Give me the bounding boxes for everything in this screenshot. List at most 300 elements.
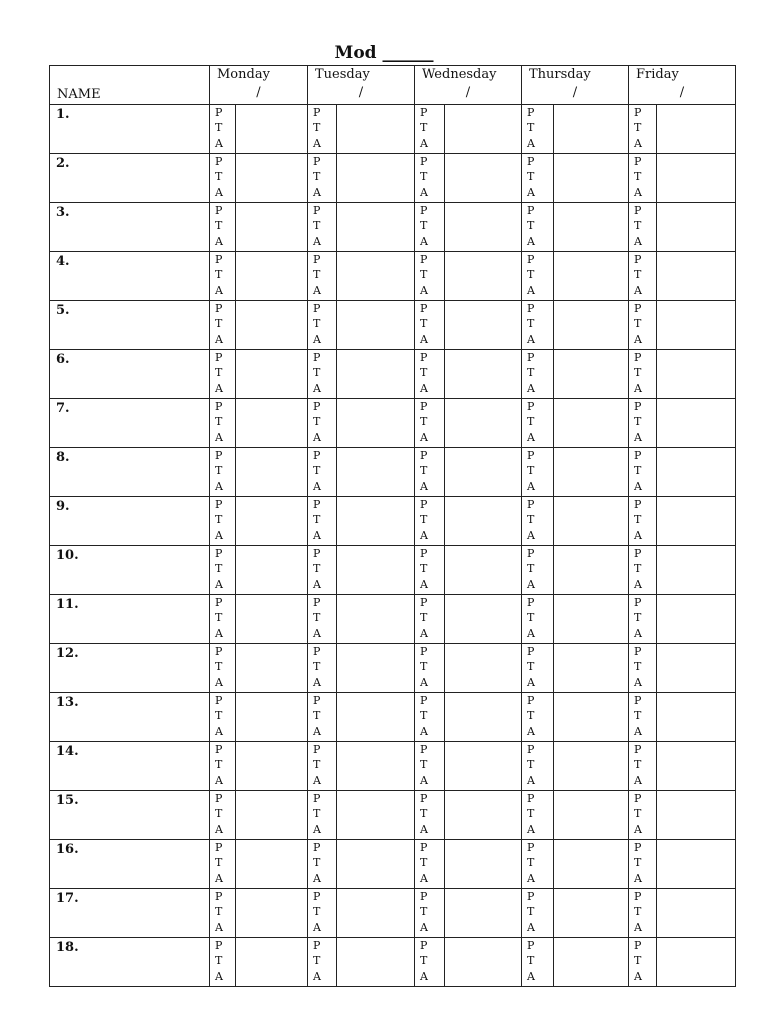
attendance-codes-tuesday[interactable]	[308, 595, 337, 644]
attendance-codes-tuesday[interactable]	[308, 497, 337, 546]
attendance-code: A	[215, 381, 223, 395]
attendance-codes-monday[interactable]	[210, 644, 236, 693]
student-name-cell[interactable]	[50, 889, 210, 938]
attendance-code: A	[527, 920, 535, 934]
attendance-codes-wednesday[interactable]	[415, 497, 445, 546]
attendance-codes-wednesday[interactable]	[415, 889, 445, 938]
attendance-codes-wednesday[interactable]	[415, 840, 445, 889]
attendance-code: T	[527, 219, 535, 233]
attendance-codes-tuesday[interactable]	[308, 889, 337, 938]
attendance-mark-friday[interactable]	[657, 595, 736, 644]
attendance-mark-thursday[interactable]	[554, 791, 629, 840]
attendance-mark-tuesday[interactable]	[337, 693, 415, 742]
attendance-mark-wednesday[interactable]	[445, 105, 522, 154]
student-name-cell[interactable]	[50, 301, 210, 350]
attendance-mark-friday[interactable]	[657, 497, 736, 546]
attendance-code: T	[420, 758, 428, 772]
attendance-codes-tuesday[interactable]	[308, 693, 337, 742]
attendance-code: T	[634, 562, 642, 576]
student-name-cell[interactable]	[50, 840, 210, 889]
attendance-code: P	[527, 351, 535, 364]
attendance-mark-thursday[interactable]	[554, 889, 629, 938]
attendance-mark-monday[interactable]	[236, 301, 308, 350]
attendance-mark-tuesday[interactable]	[337, 889, 415, 938]
attendance-code: T	[527, 758, 535, 772]
attendance-mark-wednesday[interactable]	[445, 546, 522, 595]
attendance-code: T	[634, 121, 642, 135]
student-name-cell[interactable]	[50, 105, 210, 154]
attendance-code: A	[420, 773, 428, 787]
table-row	[50, 546, 736, 595]
attendance-codes-monday[interactable]	[210, 546, 236, 595]
attendance-mark-tuesday[interactable]	[337, 497, 415, 546]
attendance-codes-monday[interactable]	[210, 840, 236, 889]
attendance-mark-tuesday[interactable]	[337, 644, 415, 693]
attendance-codes-thursday[interactable]	[522, 252, 554, 301]
attendance-codes-wednesday[interactable]	[415, 154, 445, 203]
attendance-mark-monday[interactable]	[236, 154, 308, 203]
attendance-codes-wednesday[interactable]	[415, 693, 445, 742]
attendance-mark-friday[interactable]	[657, 791, 736, 840]
attendance-code: A	[420, 577, 428, 591]
attendance-mark-tuesday[interactable]	[337, 154, 415, 203]
attendance-code: A	[634, 430, 642, 444]
attendance-mark-friday[interactable]	[657, 350, 736, 399]
attendance-code: A	[215, 871, 223, 885]
attendance-code: A	[313, 822, 321, 836]
attendance-code: A	[215, 577, 223, 591]
attendance-code: A	[215, 920, 223, 934]
attendance-mark-wednesday[interactable]	[445, 350, 522, 399]
attendance-mark-monday[interactable]	[236, 252, 308, 301]
attendance-codes-thursday[interactable]	[522, 497, 554, 546]
attendance-code: P	[215, 743, 223, 756]
attendance-code: T	[634, 219, 642, 233]
attendance-codes-friday[interactable]	[629, 448, 657, 497]
table-row	[50, 154, 736, 203]
attendance-codes-monday[interactable]	[210, 350, 236, 399]
attendance-codes-wednesday[interactable]	[415, 105, 445, 154]
attendance-mark-monday[interactable]	[236, 399, 308, 448]
attendance-mark-friday[interactable]	[657, 301, 736, 350]
attendance-code: T	[527, 317, 535, 331]
attendance-mark-friday[interactable]	[657, 889, 736, 938]
attendance-codes-monday[interactable]	[210, 203, 236, 252]
attendance-code: A	[634, 871, 642, 885]
attendance-codes-monday[interactable]	[210, 693, 236, 742]
attendance-codes-tuesday[interactable]	[308, 791, 337, 840]
attendance-mark-wednesday[interactable]	[445, 203, 522, 252]
attendance-mark-tuesday[interactable]	[337, 791, 415, 840]
attendance-mark-thursday[interactable]	[554, 154, 629, 203]
attendance-codes-thursday[interactable]	[522, 840, 554, 889]
attendance-mark-thursday[interactable]	[554, 742, 629, 791]
attendance-mark-tuesday[interactable]	[337, 252, 415, 301]
attendance-code: P	[215, 155, 223, 168]
attendance-codes-thursday[interactable]	[522, 154, 554, 203]
student-name-cell[interactable]	[50, 791, 210, 840]
attendance-codes-wednesday[interactable]	[415, 546, 445, 595]
attendance-mark-thursday[interactable]	[554, 497, 629, 546]
attendance-codes-tuesday[interactable]	[308, 154, 337, 203]
attendance-code: A	[634, 724, 642, 738]
attendance-mark-tuesday[interactable]	[337, 840, 415, 889]
attendance-code: A	[527, 724, 535, 738]
attendance-mark-friday[interactable]	[657, 448, 736, 497]
attendance-mark-wednesday[interactable]	[445, 595, 522, 644]
attendance-mark-monday[interactable]	[236, 203, 308, 252]
table-row	[50, 399, 736, 448]
attendance-codes-friday[interactable]	[629, 889, 657, 938]
attendance-code: P	[634, 302, 642, 315]
attendance-codes-thursday[interactable]	[522, 889, 554, 938]
attendance-mark-tuesday[interactable]	[337, 595, 415, 644]
attendance-codes-friday[interactable]	[629, 350, 657, 399]
attendance-codes-tuesday[interactable]	[308, 301, 337, 350]
attendance-mark-monday[interactable]	[236, 595, 308, 644]
attendance-code: A	[527, 381, 535, 395]
attendance-codes-tuesday[interactable]	[308, 644, 337, 693]
attendance-mark-wednesday[interactable]	[445, 399, 522, 448]
attendance-mark-friday[interactable]	[657, 399, 736, 448]
attendance-code: P	[420, 204, 428, 217]
attendance-code: A	[634, 969, 642, 983]
attendance-code: T	[420, 415, 428, 429]
attendance-mark-monday[interactable]	[236, 840, 308, 889]
attendance-mark-wednesday[interactable]	[445, 154, 522, 203]
attendance-code: A	[634, 234, 642, 248]
attendance-codes-tuesday[interactable]	[308, 203, 337, 252]
attendance-mark-tuesday[interactable]	[337, 399, 415, 448]
attendance-codes-tuesday[interactable]	[308, 105, 337, 154]
student-name-cell[interactable]	[50, 644, 210, 693]
attendance-code: P	[215, 547, 223, 560]
attendance-code: P	[420, 449, 428, 462]
attendance-codes-thursday[interactable]	[522, 693, 554, 742]
attendance-mark-thursday[interactable]	[554, 399, 629, 448]
row-number: 1.	[56, 107, 70, 122]
attendance-mark-tuesday[interactable]	[337, 350, 415, 399]
attendance-codes-friday[interactable]	[629, 595, 657, 644]
attendance-codes-wednesday[interactable]	[415, 938, 445, 987]
attendance-code: P	[215, 449, 223, 462]
attendance-mark-wednesday[interactable]	[445, 644, 522, 693]
attendance-codes-thursday[interactable]	[522, 644, 554, 693]
attendance-code: P	[313, 106, 321, 119]
attendance-mark-monday[interactable]	[236, 105, 308, 154]
attendance-codes-friday[interactable]	[629, 301, 657, 350]
attendance-codes-friday[interactable]	[629, 546, 657, 595]
attendance-codes-monday[interactable]	[210, 938, 236, 987]
attendance-mark-monday[interactable]	[236, 497, 308, 546]
student-name-cell[interactable]	[50, 399, 210, 448]
attendance-mark-monday[interactable]	[236, 448, 308, 497]
attendance-codes-monday[interactable]	[210, 105, 236, 154]
table-row	[50, 203, 736, 252]
attendance-code: P	[527, 645, 535, 658]
row-number: 17.	[56, 891, 79, 906]
attendance-code: P	[634, 400, 642, 413]
attendance-codes-monday[interactable]	[210, 791, 236, 840]
attendance-code: A	[420, 675, 428, 689]
attendance-codes-monday[interactable]	[210, 448, 236, 497]
attendance-codes-thursday[interactable]	[522, 791, 554, 840]
attendance-mark-thursday[interactable]	[554, 938, 629, 987]
student-name-cell[interactable]	[50, 546, 210, 595]
student-name-cell[interactable]	[50, 497, 210, 546]
attendance-codes-friday[interactable]	[629, 105, 657, 154]
attendance-mark-wednesday[interactable]	[445, 840, 522, 889]
attendance-codes-friday[interactable]	[629, 154, 657, 203]
attendance-codes-thursday[interactable]	[522, 742, 554, 791]
attendance-code: A	[634, 577, 642, 591]
attendance-mark-wednesday[interactable]	[445, 252, 522, 301]
attendance-mark-thursday[interactable]	[554, 693, 629, 742]
attendance-code: T	[634, 660, 642, 674]
attendance-code: A	[215, 283, 223, 297]
attendance-mark-tuesday[interactable]	[337, 448, 415, 497]
attendance-mark-thursday[interactable]	[554, 644, 629, 693]
attendance-codes-tuesday[interactable]	[308, 742, 337, 791]
attendance-code: T	[634, 464, 642, 478]
attendance-mark-tuesday[interactable]	[337, 546, 415, 595]
attendance-codes-monday[interactable]	[210, 497, 236, 546]
attendance-mark-friday[interactable]	[657, 154, 736, 203]
attendance-code: T	[420, 513, 428, 527]
attendance-codes-monday[interactable]	[210, 154, 236, 203]
attendance-code: A	[215, 528, 223, 542]
day-label: Friday	[636, 67, 679, 82]
attendance-code: T	[634, 954, 642, 968]
table-row	[50, 938, 736, 987]
attendance-code: T	[313, 856, 321, 870]
attendance-codes-tuesday[interactable]	[308, 252, 337, 301]
attendance-mark-thursday[interactable]	[554, 252, 629, 301]
attendance-mark-monday[interactable]	[236, 693, 308, 742]
attendance-mark-tuesday[interactable]	[337, 742, 415, 791]
attendance-codes-tuesday[interactable]	[308, 546, 337, 595]
attendance-mark-monday[interactable]	[236, 350, 308, 399]
attendance-mark-friday[interactable]	[657, 938, 736, 987]
attendance-code: P	[634, 596, 642, 609]
attendance-mark-wednesday[interactable]	[445, 448, 522, 497]
attendance-mark-friday[interactable]	[657, 742, 736, 791]
attendance-codes-friday[interactable]	[629, 252, 657, 301]
attendance-code: P	[634, 743, 642, 756]
attendance-mark-thursday[interactable]	[554, 203, 629, 252]
day-header-friday	[629, 66, 736, 105]
attendance-code: A	[527, 528, 535, 542]
date-slash: /	[572, 85, 578, 100]
attendance-codes-tuesday[interactable]	[308, 448, 337, 497]
attendance-mark-friday[interactable]	[657, 644, 736, 693]
table-row	[50, 889, 736, 938]
attendance-codes-friday[interactable]	[629, 644, 657, 693]
attendance-code: P	[215, 302, 223, 315]
attendance-code: P	[527, 400, 535, 413]
attendance-mark-friday[interactable]	[657, 546, 736, 595]
student-name-cell[interactable]	[50, 448, 210, 497]
attendance-code: T	[313, 758, 321, 772]
attendance-codes-thursday[interactable]	[522, 546, 554, 595]
attendance-code: A	[420, 136, 428, 150]
attendance-codes-thursday[interactable]	[522, 938, 554, 987]
attendance-mark-wednesday[interactable]	[445, 938, 522, 987]
attendance-mark-thursday[interactable]	[554, 350, 629, 399]
attendance-code: A	[420, 381, 428, 395]
attendance-code: T	[313, 513, 321, 527]
table-row	[50, 791, 736, 840]
attendance-codes-wednesday[interactable]	[415, 252, 445, 301]
attendance-codes-monday[interactable]	[210, 889, 236, 938]
attendance-codes-monday[interactable]	[210, 595, 236, 644]
attendance-code: P	[313, 694, 321, 707]
attendance-code: T	[215, 317, 223, 331]
attendance-codes-wednesday[interactable]	[415, 203, 445, 252]
date-slash: /	[679, 85, 685, 100]
attendance-code: T	[420, 121, 428, 135]
attendance-mark-friday[interactable]	[657, 105, 736, 154]
student-name-cell[interactable]	[50, 595, 210, 644]
attendance-codes-friday[interactable]	[629, 497, 657, 546]
attendance-codes-friday[interactable]	[629, 693, 657, 742]
attendance-code: P	[313, 645, 321, 658]
attendance-code: P	[313, 743, 321, 756]
attendance-code: P	[313, 596, 321, 609]
attendance-mark-friday[interactable]	[657, 203, 736, 252]
attendance-mark-friday[interactable]	[657, 840, 736, 889]
attendance-code: A	[634, 626, 642, 640]
student-name-cell[interactable]	[50, 693, 210, 742]
attendance-code: P	[527, 743, 535, 756]
day-header-tuesday	[308, 66, 415, 105]
attendance-codes-friday[interactable]	[629, 399, 657, 448]
attendance-code: A	[527, 332, 535, 346]
attendance-code: T	[527, 170, 535, 184]
attendance-mark-thursday[interactable]	[554, 105, 629, 154]
attendance-code: A	[527, 871, 535, 885]
attendance-codes-wednesday[interactable]	[415, 350, 445, 399]
attendance-codes-friday[interactable]	[629, 791, 657, 840]
attendance-codes-wednesday[interactable]	[415, 791, 445, 840]
attendance-mark-tuesday[interactable]	[337, 203, 415, 252]
attendance-codes-monday[interactable]	[210, 742, 236, 791]
student-name-cell[interactable]	[50, 742, 210, 791]
attendance-mark-friday[interactable]	[657, 693, 736, 742]
attendance-code: T	[527, 464, 535, 478]
attendance-code: A	[634, 332, 642, 346]
attendance-mark-monday[interactable]	[236, 889, 308, 938]
attendance-codes-friday[interactable]	[629, 938, 657, 987]
attendance-mark-tuesday[interactable]	[337, 301, 415, 350]
attendance-code: P	[215, 253, 223, 266]
attendance-codes-thursday[interactable]	[522, 301, 554, 350]
attendance-code: P	[634, 792, 642, 805]
attendance-codes-wednesday[interactable]	[415, 742, 445, 791]
attendance-mark-thursday[interactable]	[554, 546, 629, 595]
attendance-code: T	[634, 807, 642, 821]
attendance-codes-thursday[interactable]	[522, 203, 554, 252]
attendance-code: P	[527, 302, 535, 315]
date-slash: /	[465, 85, 471, 100]
attendance-mark-wednesday[interactable]	[445, 301, 522, 350]
attendance-code: P	[527, 253, 535, 266]
attendance-codes-monday[interactable]	[210, 301, 236, 350]
attendance-code: P	[420, 302, 428, 315]
attendance-code: T	[215, 709, 223, 723]
attendance-codes-wednesday[interactable]	[415, 644, 445, 693]
attendance-code: P	[634, 106, 642, 119]
attendance-codes-thursday[interactable]	[522, 595, 554, 644]
student-name-cell[interactable]	[50, 252, 210, 301]
attendance-codes-wednesday[interactable]	[415, 301, 445, 350]
attendance-mark-thursday[interactable]	[554, 301, 629, 350]
attendance-mark-wednesday[interactable]	[445, 742, 522, 791]
attendance-mark-thursday[interactable]	[554, 595, 629, 644]
attendance-code: T	[634, 170, 642, 184]
row-number: 4.	[56, 254, 70, 269]
student-name-cell[interactable]	[50, 350, 210, 399]
attendance-code: T	[313, 415, 321, 429]
attendance-code: P	[313, 302, 321, 315]
attendance-mark-monday[interactable]	[236, 644, 308, 693]
attendance-codes-friday[interactable]	[629, 840, 657, 889]
attendance-codes-tuesday[interactable]	[308, 938, 337, 987]
attendance-mark-wednesday[interactable]	[445, 693, 522, 742]
attendance-codes-monday[interactable]	[210, 399, 236, 448]
attendance-codes-thursday[interactable]	[522, 350, 554, 399]
attendance-mark-thursday[interactable]	[554, 840, 629, 889]
attendance-codes-tuesday[interactable]	[308, 350, 337, 399]
attendance-code: A	[215, 332, 223, 346]
attendance-codes-thursday[interactable]	[522, 399, 554, 448]
attendance-codes-tuesday[interactable]	[308, 840, 337, 889]
attendance-codes-monday[interactable]	[210, 252, 236, 301]
attendance-mark-monday[interactable]	[236, 546, 308, 595]
attendance-codes-wednesday[interactable]	[415, 448, 445, 497]
attendance-code: P	[527, 792, 535, 805]
attendance-codes-thursday[interactable]	[522, 105, 554, 154]
attendance-mark-wednesday[interactable]	[445, 889, 522, 938]
attendance-code: A	[313, 773, 321, 787]
student-name-cell[interactable]	[50, 938, 210, 987]
attendance-codes-friday[interactable]	[629, 742, 657, 791]
attendance-codes-thursday[interactable]	[522, 448, 554, 497]
student-name-cell[interactable]	[50, 154, 210, 203]
attendance-mark-monday[interactable]	[236, 791, 308, 840]
attendance-mark-wednesday[interactable]	[445, 791, 522, 840]
attendance-code: T	[527, 660, 535, 674]
attendance-code: A	[420, 185, 428, 199]
attendance-code: P	[420, 841, 428, 854]
attendance-mark-monday[interactable]	[236, 938, 308, 987]
attendance-codes-wednesday[interactable]	[415, 595, 445, 644]
attendance-mark-thursday[interactable]	[554, 448, 629, 497]
attendance-codes-wednesday[interactable]	[415, 399, 445, 448]
attendance-mark-monday[interactable]	[236, 742, 308, 791]
attendance-mark-tuesday[interactable]	[337, 105, 415, 154]
attendance-code: T	[634, 905, 642, 919]
attendance-code: A	[215, 675, 223, 689]
table-row	[50, 105, 736, 154]
student-name-cell[interactable]	[50, 203, 210, 252]
attendance-codes-tuesday[interactable]	[308, 399, 337, 448]
day-label: Thursday	[529, 67, 591, 82]
attendance-codes-friday[interactable]	[629, 203, 657, 252]
attendance-mark-wednesday[interactable]	[445, 497, 522, 546]
attendance-mark-friday[interactable]	[657, 252, 736, 301]
attendance-mark-tuesday[interactable]	[337, 938, 415, 987]
